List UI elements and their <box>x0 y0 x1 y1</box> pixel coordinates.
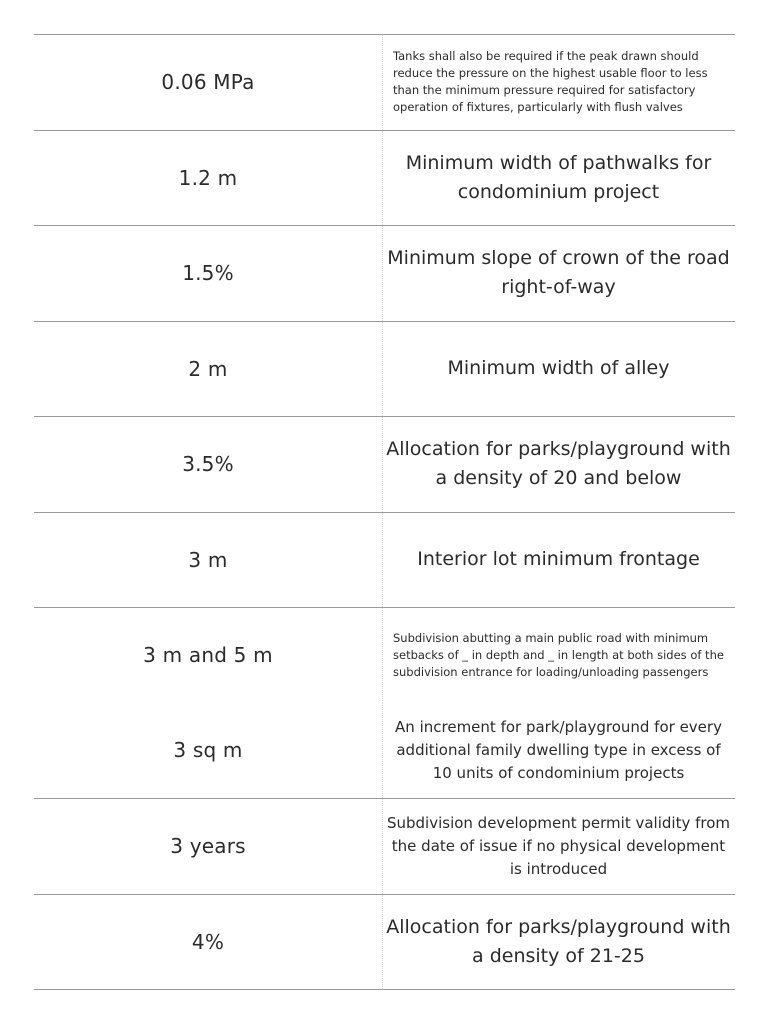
flashcard-term: 3 m and 5 m <box>143 643 273 668</box>
flashcard-row <box>34 798 735 894</box>
flashcard-definition <box>386 895 731 989</box>
column-divider <box>382 799 383 894</box>
flashcard-list <box>34 34 735 990</box>
flashcard-definition <box>386 799 731 894</box>
column-divider <box>382 35 383 130</box>
flashcard-term: 3 sq m <box>173 738 243 763</box>
flashcard-row <box>34 321 735 417</box>
column-divider <box>382 322 383 417</box>
flashcard-term: 3 years <box>170 834 246 859</box>
flashcard-definition-text: Allocation for parks/playground with a density of 20 and below <box>386 438 731 490</box>
flashcard-term: 0.06 MPa <box>161 70 255 95</box>
flashcard-row <box>34 512 735 608</box>
flashcard-term: 4% <box>191 929 225 954</box>
flashcard-definition-text: Subdivision abutting a main public road with minimum setbacks of _ in depth and _ in length at both sides of the subdivision entrance for loading/unloading passengers <box>393 630 724 679</box>
column-divider <box>382 131 383 226</box>
column-divider <box>382 895 383 989</box>
flashcard-definition <box>386 131 731 226</box>
flashcard-row <box>34 416 735 512</box>
flashcard-definition-text: Allocation for parks/playground with a density of 21-25 <box>386 915 731 967</box>
flashcard-definition <box>386 35 731 130</box>
flashcard-definition-text: Minimum width of alley <box>447 357 670 380</box>
flashcard-row <box>34 894 735 990</box>
flashcard-row <box>34 34 735 130</box>
flashcard-definition <box>386 417 731 512</box>
flashcard-row <box>34 607 735 703</box>
flashcard-term: 3.5% <box>182 452 234 477</box>
flashcard-definition-text: Tanks shall also be required if the peak drawn should reduce the pressure on the highest usable floor to less than the minimum pressure required for satisfactory operation of fixtures, particularly with flush valves <box>393 49 708 115</box>
flashcard-definition <box>386 322 731 417</box>
column-divider <box>382 417 383 512</box>
flashcard-definition-text: Minimum slope of crown of the road right-of-way <box>387 247 730 299</box>
flashcard-term: 3 m <box>188 547 228 572</box>
flashcard-definition <box>386 703 731 799</box>
flashcard-definition-text: Minimum width of pathwalks for condominium project <box>405 151 712 203</box>
flashcard-row <box>34 225 735 321</box>
flashcard-term: 1.2 m <box>178 165 238 190</box>
column-divider <box>382 513 383 608</box>
flashcard-definition-text: Subdivision development permit validity from the date of issue if no physical development is introduced <box>386 813 731 878</box>
column-divider <box>382 703 383 799</box>
flashcard-definition <box>386 226 731 321</box>
flashcard-definition <box>386 513 731 608</box>
flashcard-row <box>34 703 735 799</box>
column-divider <box>382 226 383 321</box>
flashcard-definition-text: Interior lot minimum frontage <box>417 548 700 571</box>
column-divider <box>382 608 383 703</box>
flashcard-row <box>34 130 735 226</box>
flashcard-term: 2 m <box>188 356 228 381</box>
flashcard-definition-text: An increment for park/playground for every additional family dwelling type in excess of 10 units of condominium projects <box>395 717 722 782</box>
flashcard-definition <box>386 608 731 703</box>
flashcard-term: 1.5% <box>182 261 234 286</box>
